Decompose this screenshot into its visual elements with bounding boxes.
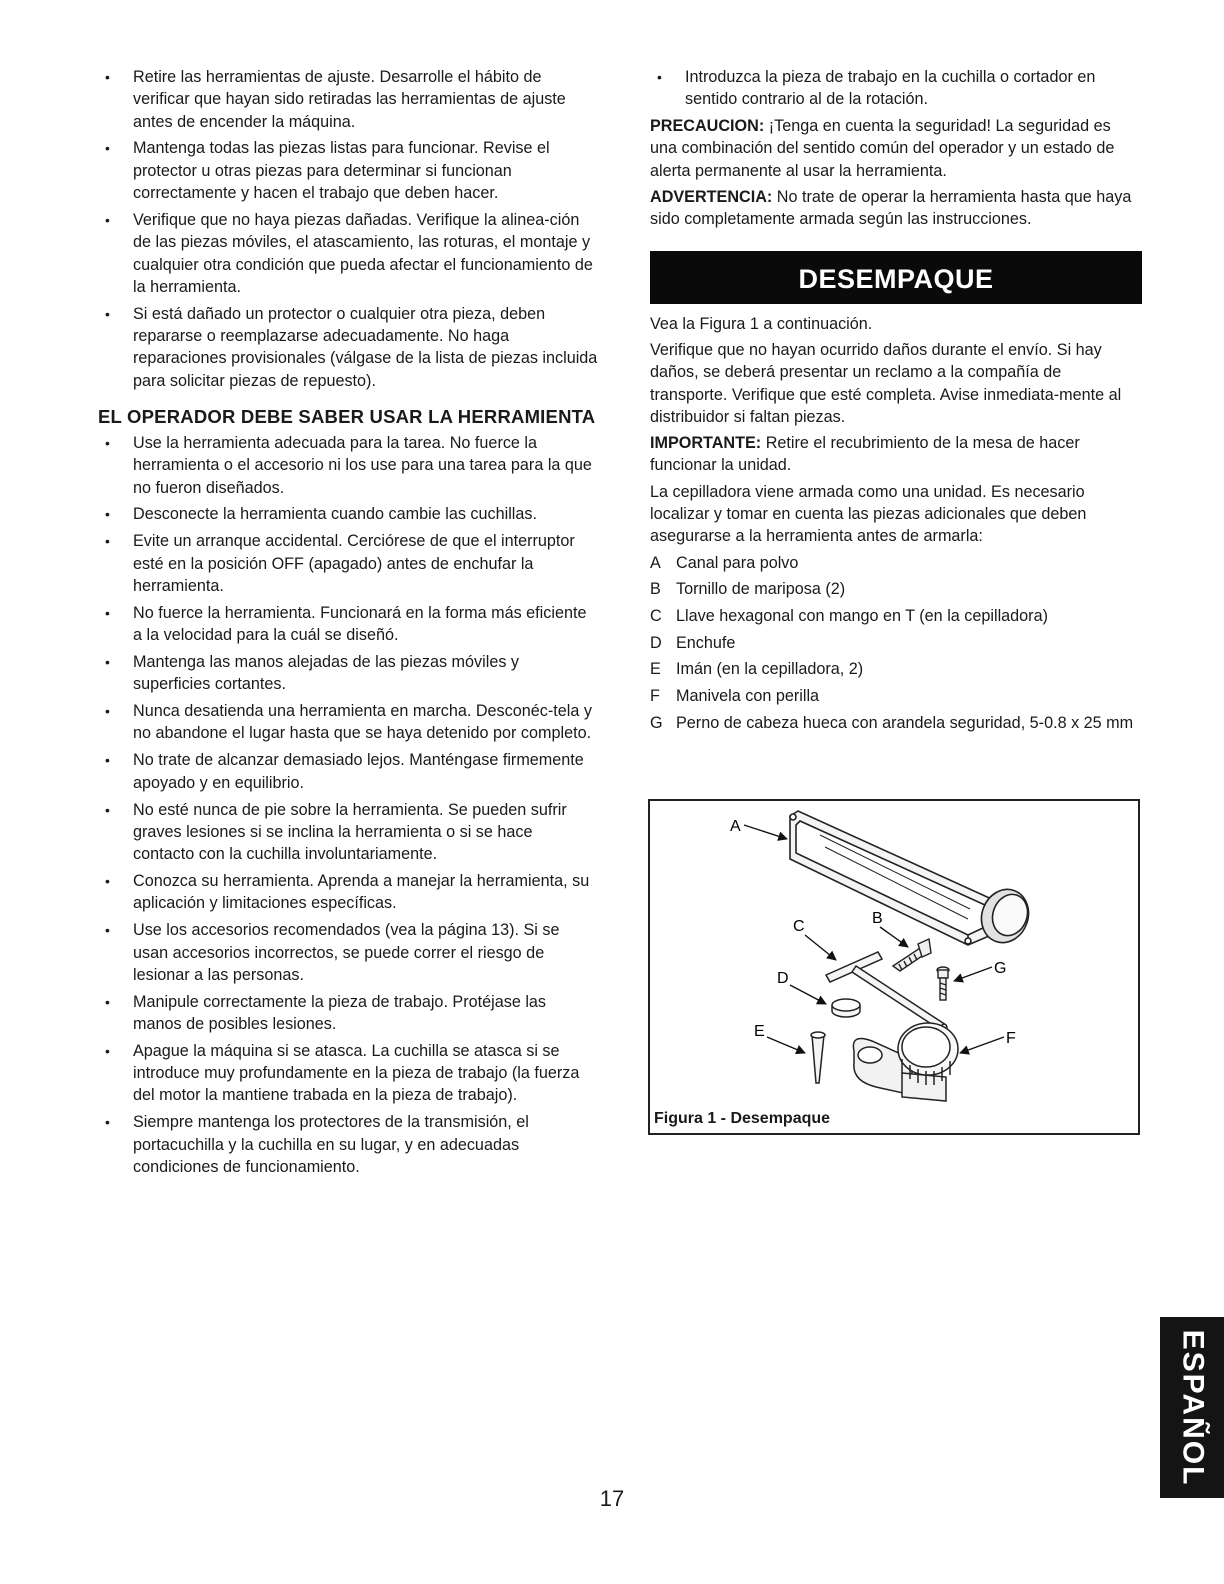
part-letter: B <box>650 580 661 599</box>
parts-list <box>650 552 1142 734</box>
list-item: • Apague la máquina si se atasca. La cuchilla se atasca si se introduce muy profundamente en la pieza de trabajo (la fuerza del motor la mantiene trabada en la pieza de trabajo). <box>98 1040 598 1107</box>
list-item: • Manipule correctamente la pieza de trabajo. Protéjase las manos de posibles lesiones. <box>98 991 598 1036</box>
advertencia-paragraph <box>650 186 1142 231</box>
crank-handle-part <box>853 1023 958 1101</box>
hex-key-part <box>826 952 947 1032</box>
precaucion-text: ¡Tenga en cuenta la seguridad! La seguridad es una combinación del sentido común del operador y un estado de alerta permanente al usar la herramienta. <box>650 117 1115 180</box>
part-text: Manivela con perilla <box>676 687 820 706</box>
callout-label-e: E <box>754 1023 765 1040</box>
part-letter: E <box>650 660 661 679</box>
precaucion-label: PRECAUCION: <box>650 117 765 136</box>
list-item: • Mantenga las manos alejadas de las piezas móviles y superficies cortantes. <box>98 651 598 696</box>
figure-illustration <box>650 801 1138 1133</box>
parts-list-item <box>650 632 1142 654</box>
part-letter: F <box>650 687 660 706</box>
language-tab-label: ESPAÑOL <box>1176 1329 1210 1486</box>
paragraph-damage: Verifique que no hayan ocurrido daños durante el envío. Si hay daños, se deberá presentar un reclamo a la compañía de transporte. Verifique que esté completa. Avise inmediata-mente al distribuidor si faltan piezas. <box>650 340 1122 426</box>
list-item: • Use la herramienta adecuada para la tarea. No fuerce la herramienta o el accesorio ni los use para una tarea para la que no fueron diseñados. <box>98 432 598 499</box>
paragraph-assembly: La cepilladora viene armada como una unidad. Es necesario localizar y tomar en cuenta las piezas adicionales que deben asegurarse a la herramienta antes de armarla: <box>650 482 1087 546</box>
list-item: • No fuerce la herramienta. Funcionará en la forma más eficiente a la velocidad para la cuál se diseñó. <box>98 602 598 647</box>
magnet-part <box>811 1032 825 1083</box>
list-item: • No trate de alcanzar demasiado lejos. Manténgase firmemente apoyado y en equilibrio. <box>98 749 598 794</box>
callout-label-d: D <box>777 970 789 987</box>
part-text: Tornillo de mariposa (2) <box>676 580 846 599</box>
parts-list-item <box>650 685 1142 707</box>
part-letter: D <box>650 633 662 652</box>
safety-list-top <box>98 66 598 392</box>
plug-part <box>832 999 860 1017</box>
importante-label: IMPORTANTE: <box>650 434 762 453</box>
callout-arrow-a <box>744 825 787 839</box>
section-banner-desempaque: DESEMPAQUE <box>650 251 1142 304</box>
callout-arrow-d <box>790 985 826 1004</box>
advertencia-label: ADVERTENCIA: <box>650 188 773 207</box>
part-letter: G <box>650 713 663 732</box>
safety-list-right <box>650 66 1142 111</box>
parts-list-item <box>650 658 1142 680</box>
importante-text: Retire el recubrimiento de la mesa de hacer funcionar la unidad. <box>650 434 1080 475</box>
callout-label-b: B <box>872 910 883 927</box>
left-column <box>98 66 598 1183</box>
list-item: • Mantenga todas las piezas listas para funcionar. Revise el protector u otras piezas para determinar si funcionan correctamente y hacen el trabajo que deben hacer. <box>98 137 598 204</box>
list-item: • No esté nunca de pie sobre la herramienta. Se pueden sufrir graves lesiones si se inclina la herramienta o si se hace contacto con la cuchilla involuntariamente. <box>98 799 598 866</box>
list-item: • Desconecte la herramienta cuando cambie las cuchillas. <box>98 503 598 525</box>
parts-list-item <box>650 712 1142 734</box>
callout-arrow-f <box>960 1037 1004 1053</box>
callout-label-g: G <box>994 960 1007 977</box>
list-item: • Introduzca la pieza de trabajo en la cuchilla o cortador en sentido contrario al de la rotación. <box>650 66 1142 111</box>
right-column <box>650 66 1142 738</box>
callout-arrow-e <box>767 1037 805 1053</box>
callout-label-f: F <box>1006 1030 1016 1047</box>
parts-list-item <box>650 578 1142 600</box>
dust-chute-part <box>790 811 1036 949</box>
list-item: • Siempre mantenga los protectores de la transmisión, el portacuchilla y la cuchilla en su lugar, y en adecuadas condiciones de funcionamiento. <box>98 1111 598 1178</box>
callout-arrow-b <box>880 927 908 947</box>
callout-arrow-g <box>954 967 992 981</box>
language-side-tab <box>1160 1317 1224 1498</box>
part-text: Enchufe <box>676 633 736 652</box>
safety-list-main <box>98 432 598 1178</box>
figure-caption: Figura 1 - Desempaque <box>654 1110 831 1127</box>
list-item: • Retire las herramientas de ajuste. Desarrolle el hábito de verificar que hayan sido retiradas las herramientas de ajuste antes de encender la máquina. <box>98 66 598 133</box>
wing-screw-part <box>893 939 931 971</box>
callout-arrow-c <box>805 935 836 960</box>
part-text: Llave hexagonal con mango en T (en la cepilladora) <box>676 607 1048 626</box>
precaucion-paragraph <box>650 115 1142 182</box>
callout-label-c: C <box>793 918 805 935</box>
callout-label-a: A <box>730 818 741 835</box>
advertencia-text: No trate de operar la herramienta hasta que haya sido completamente armada según las instrucciones. <box>650 188 1132 229</box>
list-item: • Nunca desatienda una herramienta en marcha. Desconéc-tela y no abandone el lugar hasta que se haya detenido por completo. <box>98 700 598 745</box>
part-letter: C <box>650 607 662 626</box>
socket-bolt-part <box>937 967 949 1000</box>
parts-list-item <box>650 605 1142 627</box>
list-item: • Si está dañado un protector o cualquier otra pieza, deben repararse o reemplazarse adecuadamente. No haga reparaciones provisionales (válgase de la lista de piezas incluida para solicitar piezas de repuesto). <box>98 303 598 392</box>
page-number: 17 <box>599 1486 625 1511</box>
list-item: • Use los accesorios recomendados (vea la página 13). Si se usan accesorios incorrectos, se puede correr el riesgo de lesionar a las personas. <box>98 919 598 986</box>
part-text: Perno de cabeza hueca con arandela seguridad, 5-0.8 x 25 mm <box>676 713 1134 732</box>
list-item: • Conozca su herramienta. Aprenda a manejar la herramienta, su aplicación y limitaciones específicas. <box>98 870 598 915</box>
list-item: • Evite un arranque accidental. Cerciórese de que el interruptor esté en la posición OFF (apagado) antes de enchufar la herramienta. <box>98 530 598 597</box>
parts-list-item <box>650 552 1142 574</box>
part-letter: A <box>650 553 661 572</box>
importante-paragraph <box>650 432 1142 477</box>
paragraph-see-figure: Vea la Figura 1 a continuación. <box>650 314 873 333</box>
figure-unpacking <box>648 799 1140 1135</box>
part-text: Imán (en la cepilladora, 2) <box>676 660 864 679</box>
part-text: Canal para polvo <box>676 553 799 572</box>
section-heading-operador: EL OPERADOR DEBE SABER USAR LA HERRAMIENTA <box>98 405 596 427</box>
list-item: • Verifique que no haya piezas dañadas. Verifique la alinea-ción de las piezas móviles, el atascamiento, las roturas, el montaje y cualquier otra condición que pueda afectar el funcionamiento de la herramienta. <box>98 209 598 298</box>
